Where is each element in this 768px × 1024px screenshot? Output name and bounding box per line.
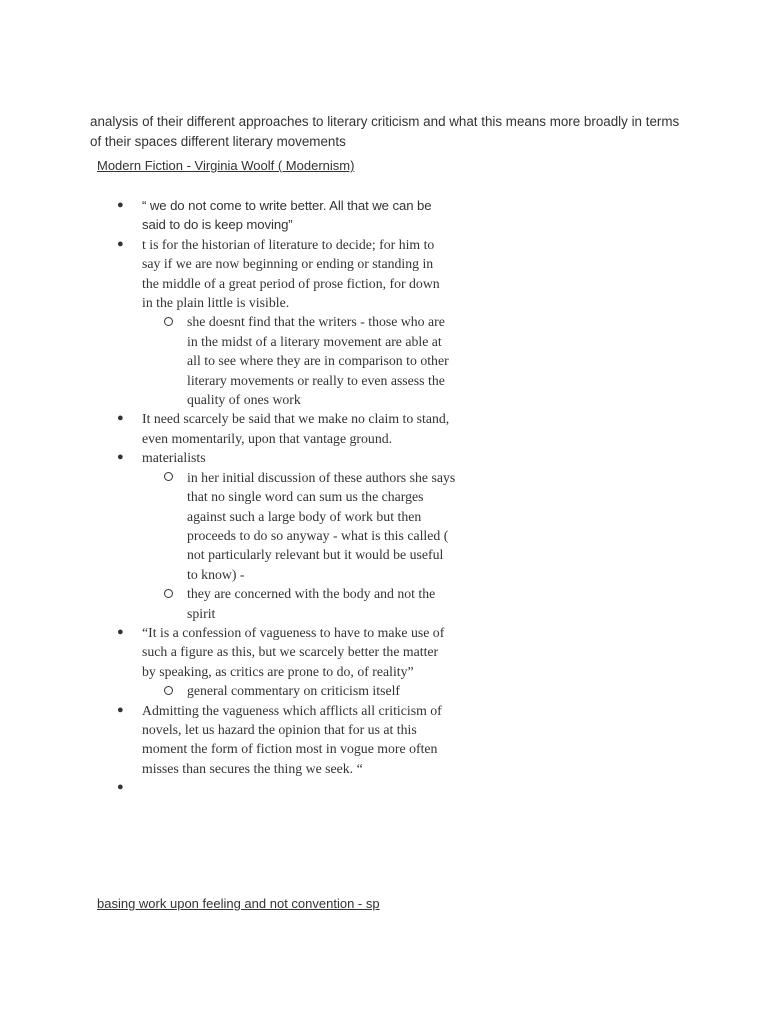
list-item-text: in her initial discussion of these authors she says that no single word can sum us the charges against such a large body of work but then proceeds to do so anyway - what is this called ( not particularly relevant but it would be useful to know) - [187,469,456,582]
bullet-icon: ● [117,451,124,464]
sub-list-item [0,681,457,700]
bullet-icon: ● [117,703,124,716]
bullet-icon: ● [117,237,124,250]
sub-list-item [0,312,457,409]
circle-bullet-icon [164,589,173,598]
bullet-icon: ● [117,199,124,211]
circle-bullet-icon [164,686,173,695]
list-item [0,196,452,235]
list-item-text [142,778,452,797]
list-item-text: “ we do not come to write better. All that we can be said to do is keep moving” [142,198,432,233]
list-item [0,701,452,779]
list-item [0,235,452,313]
bullet-icon: ● [117,781,124,794]
circle-bullet-icon [164,317,173,326]
list-item-text: general commentary on criticism itself [187,683,401,699]
list-item-text: they are concerned with the body and not the spirit [187,586,436,621]
sub-list-item [0,584,457,623]
section-heading-feeling: basing work upon feeling and not convention - sp [97,896,380,911]
bullet-icon: ● [117,625,124,638]
list-item-text: she doesnt find that the writers - those who are in the midst of a literary movement are able at all to see where they are in comparison to other literary movements or really to even assess the quality of ones work [187,314,449,408]
list-item-empty [0,778,452,797]
bullet-icon: ● [117,412,124,425]
list-item-text: It need scarcely be said that we make no claim to stand, even momentarily, upon that vantage ground. [142,411,450,446]
list-item-text: “It is a confession of vagueness to have to make use of such a figure as this, but we scarcely better the matter by speaking, as critics are prone to do, of reality” [142,624,445,679]
list-item-text: t is for the historian of literature to decide; for him to say if we are now beginning or ending or standing in the middle of a great period of prose fiction, for down in the plain little is visible. [142,236,440,311]
section-heading-modern-fiction: Modern Fiction - Virginia Woolf ( Modernism) [97,158,355,173]
notes-list [0,196,768,798]
list-item-text: Admitting the vagueness which afflicts all criticism of novels, let us hazard the opinion that for us at this moment the form of fiction most in vogue more often misses than secures the thing we seek. “ [142,702,442,776]
list-item [0,409,452,448]
sub-list-item [0,468,457,584]
intro-paragraph: analysis of their different approaches to literary criticism and what this means more broadly in terms of their spaces different literary movements [90,114,680,149]
circle-bullet-icon [164,472,173,481]
list-item [0,448,452,467]
list-item-text: materialists [142,450,206,466]
list-item [0,623,452,681]
